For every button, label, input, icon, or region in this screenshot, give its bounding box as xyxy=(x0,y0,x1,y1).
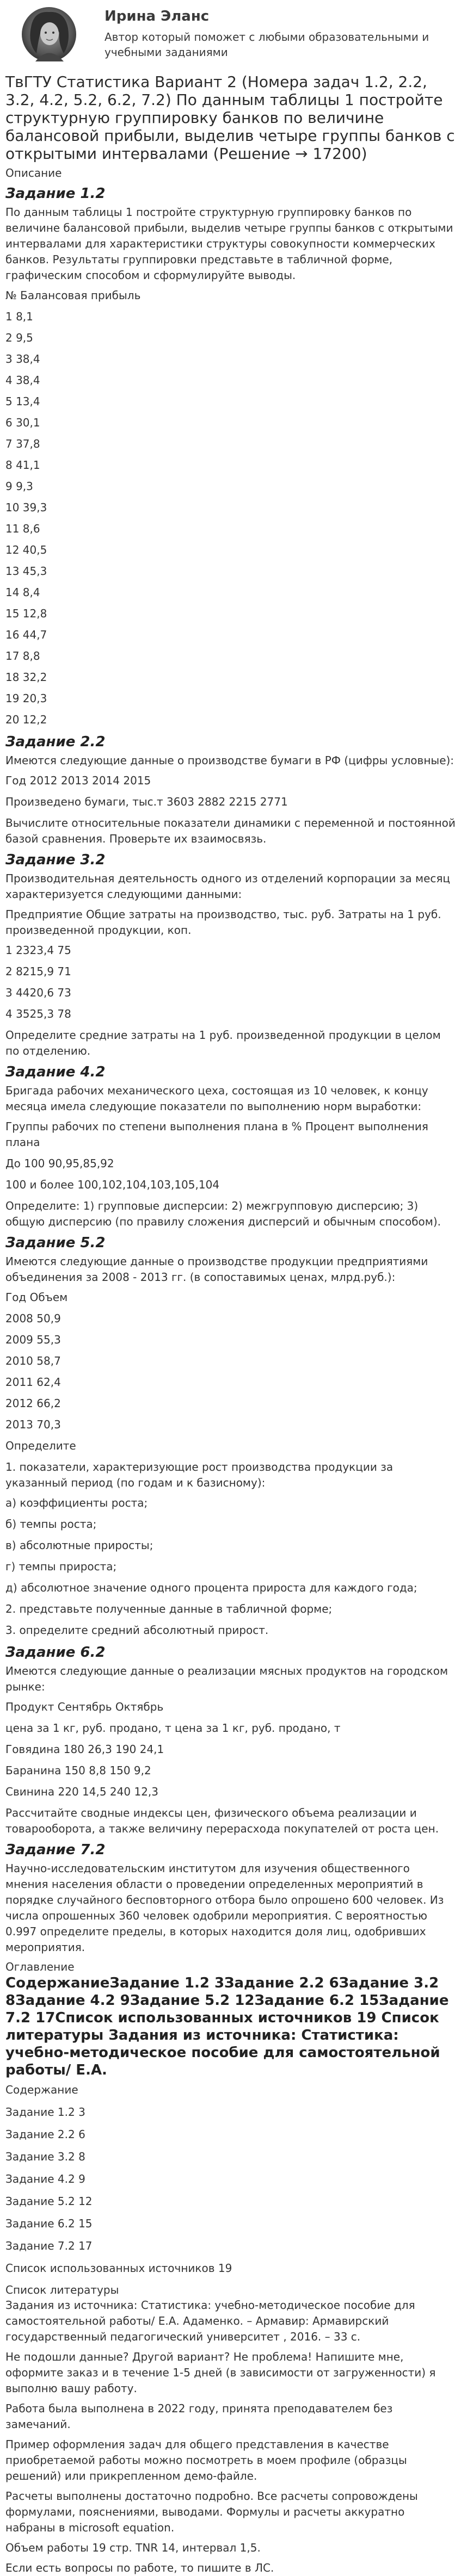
task-5-2-table-header: Год Объем xyxy=(5,1291,68,1304)
list-item: а) коэффициенты роста; xyxy=(5,1496,148,1509)
author-description: Автор который поможет с любыми образовательными и учебными заданиями xyxy=(105,30,429,59)
list-item: 1. показатели, характеризующие рост производства продукции за указанный период (по годам и к базисному): xyxy=(5,1460,394,1489)
contents-row: Задание 5.2 12 xyxy=(5,2195,93,2208)
contents-block: СодержаниеЗадание 1.2 3Задание 2.2 6Задание 3.2 8Задание 4.2 9Задание 5.2 12Задание 6.2 15Задание 7.2 17Список использованных источников 19 Список литературы Задания из источника: Статистика: учебно-методическое пособие для самостоятельной работы/ Е.А. xyxy=(5,1975,449,2078)
table-row: Говядина 180 26,3 190 24,1 xyxy=(5,1743,164,1756)
table-row: 100 и более 100,102,104,103,105,104 xyxy=(5,1178,220,1191)
table-row: 19 20,3 xyxy=(5,692,47,705)
table-row: 2008 50,9 xyxy=(5,1312,61,1325)
task-5-2-intro: Имеются следующие данные о производстве продукции предприятиями объединения за 2008 - 2013 гг. (в сопоставимых ценах, млрд.руб.): xyxy=(5,1255,428,1284)
task-2-2-question: Вычислите относительные показатели динамики с переменной и постоянной базой сравнения. Проверьте их взаимосвязь. xyxy=(5,816,456,845)
task-6-2-intro: Имеются следующие данные о реализации мясных продуктов на городском рынке: xyxy=(5,1664,448,1693)
table-row: 17 8,8 xyxy=(5,649,40,662)
table-row: 7 37,8 xyxy=(5,437,40,450)
table-row: До 100 90,95,85,92 xyxy=(5,1157,114,1170)
task-2-2-heading: Задание 2.2 xyxy=(5,734,106,750)
description-label: Описание xyxy=(5,166,62,179)
author-avatar[interactable] xyxy=(5,5,93,63)
table-row: 4 3525,3 78 xyxy=(5,1007,71,1020)
list-item: б) темпы роста; xyxy=(5,1518,97,1531)
contents-row: Задание 7.2 17 xyxy=(5,2239,93,2252)
avatar-image-icon xyxy=(20,5,78,63)
note-paragraph: Объем работы 19 стр. TNR 14, интервал 1,5. xyxy=(5,2541,261,2554)
note-paragraph: Расчеты выполнены достаточно подробно. Все расчеты сопровождены формулами, пояснениями, выводами. Формулы и расчеты аккуратно набраны в microsoft equation. xyxy=(5,2490,418,2534)
table-row: 15 12,8 xyxy=(5,607,47,620)
table-row: 2010 58,7 xyxy=(5,1354,61,1367)
list-item: в) абсолютные приросты; xyxy=(5,1539,153,1552)
task-7-2-heading: Задание 7.2 xyxy=(5,1842,106,1858)
contents-row: Задание 4.2 9 xyxy=(5,2172,85,2185)
note-paragraph: Пример оформления задач для общего представления в качестве приобретаемой работы можно посмотреть в моем профиле (образцы решений) или прикрепленном демо-файле. xyxy=(5,2438,407,2482)
table-row: 2009 55,3 xyxy=(5,1333,61,1346)
task-4-2-intro: Бригада рабочих механического цеха, состоящая из 10 человек, к концу месяца имела следующие показатели по выполнению норм выработки: xyxy=(5,1084,428,1113)
table-row: 8 41,1 xyxy=(5,459,40,472)
toc-label: Оглавление xyxy=(5,1960,75,1973)
table-row: 13 45,3 xyxy=(5,565,47,578)
task-6-2-question: Рассчитайте сводные индексы цен, физического объема реализации и товарооборота, а также величину перерасхода покупателей от роста цен. xyxy=(5,1806,439,1835)
task-4-2-question: Определите: 1) групповые дисперсии: 2) межгрупповую дисперсию; 3) общую дисперсию (по правилу сложения дисперсий и обычным способом). xyxy=(5,1199,441,1228)
table-row: 5 13,4 xyxy=(5,395,40,408)
table-row: 9 9,3 xyxy=(5,480,33,493)
table-row: 18 32,2 xyxy=(5,671,47,684)
table-row: 1 2323,4 75 xyxy=(5,944,71,957)
task-2-2-production: Произведено бумаги, тыс.т 3603 2882 2215 2771 xyxy=(5,795,288,808)
table-row: 6 30,1 xyxy=(5,416,40,429)
table-row: 4 38,4 xyxy=(5,374,40,387)
list-item: г) темпы прироста; xyxy=(5,1560,117,1573)
task-2-2-intro: Имеются следующие данные о производстве бумаги в РФ (цифры условные): xyxy=(5,754,454,767)
task-6-2-header-2: цена за 1 кг, руб. продано, т цена за 1 кг, руб. продано, т xyxy=(5,1722,341,1735)
table-row: 2011 62,4 xyxy=(5,1376,61,1389)
refs-text: Задания из источника: Статистика: учебно-методическое пособие для самостоятельной работы/ Е.А. Адаменко. – Армавир: Армавирский государственный педагогический университет , 2016. – 33 с. xyxy=(5,2299,415,2343)
task-1-2-rows xyxy=(5,309,456,728)
contents-label: Содержание xyxy=(5,2083,78,2096)
table-row: 14 8,4 xyxy=(5,586,40,599)
table-row: 12 40,5 xyxy=(5,543,47,556)
author-name[interactable]: Ирина Эланс xyxy=(105,8,210,24)
task-5-2-determine: Определите xyxy=(5,1439,76,1452)
table-row: 2013 70,3 xyxy=(5,1418,61,1431)
contents-row: Список использованных источников 19 xyxy=(5,2262,232,2275)
task-6-2-header-1: Продукт Сентябрь Октябрь xyxy=(5,1700,164,1713)
table-row: 2 9,5 xyxy=(5,331,33,344)
table-row: 10 39,3 xyxy=(5,501,47,514)
table-row: Свинина 220 14,5 240 12,3 xyxy=(5,1785,158,1798)
list-item: 3. определите средний абсолютный прирост. xyxy=(5,1624,269,1637)
task-3-2-heading: Задание 3.2 xyxy=(5,852,106,868)
note-paragraph: Работа была выполнена в 2022 году, принята преподавателем без замечаний. xyxy=(5,2402,393,2431)
task-5-2-heading: Задание 5.2 xyxy=(5,1235,106,1251)
table-row: 16 44,7 xyxy=(5,628,47,641)
note-paragraph: Не подошли данные? Другой вариант? Не проблема! Напишите мне, оформите заказ и в течение 1-5 дней (в зависимости от загруженности) я выполню вашу работу. xyxy=(5,2350,436,2395)
task-3-2-intro: Производительная деятельность одного из отделений корпорации за месяц характеризуется следующими данными: xyxy=(5,872,451,901)
contents-row: Задание 1.2 3 xyxy=(5,2106,85,2119)
list-item: 2. представьте полученные данные в табличной форме; xyxy=(5,1602,333,1615)
note-paragraph: Если есть вопросы по работе, то пишите в ЛС. xyxy=(5,2561,274,2574)
table-row: 2012 66,2 xyxy=(5,1397,61,1410)
table-row: Баранина 150 8,8 150 9,2 xyxy=(5,1764,151,1777)
task-1-2-heading: Задание 1.2 xyxy=(5,185,106,202)
task-1-2-text: По данным таблицы 1 постройте структурную группировку банков по величине балансовой прибыли, выделив четыре группы банков с открытыми интервалами для характеристики структуры совокупности коммерческих банков. Результаты группировки представьте в табличной форме, графическим способом и сформулируйте выводы. xyxy=(5,206,453,282)
table-row: 3 38,4 xyxy=(5,352,40,366)
table-row: 11 8,6 xyxy=(5,522,40,535)
task-1-2-table-header: № Балансовая прибыль xyxy=(5,289,141,302)
task-2-2-years: Год 2012 2013 2014 2015 xyxy=(5,774,151,787)
task-6-2-heading: Задание 6.2 xyxy=(5,1644,106,1661)
task-3-2-question: Определите средние затраты на 1 руб. произведенной продукции в целом по отделению. xyxy=(5,1029,441,1057)
table-row: 1 8,1 xyxy=(5,310,33,323)
table-row: 2 8215,9 71 xyxy=(5,965,71,978)
task-4-2-heading: Задание 4.2 xyxy=(5,1064,106,1080)
task-3-2-table-header: Предприятие Общие затраты на производство, тыс. руб. Затраты на 1 руб. произведенной продукции, коп. xyxy=(5,908,441,937)
refs-label: Список литературы xyxy=(5,2283,119,2296)
contents-row: Задание 6.2 15 xyxy=(5,2217,93,2230)
task-4-2-table-header: Группы рабочих по степени выполнения плана в % Процент выполнения плана xyxy=(5,1120,428,1149)
task-7-2-text: Научно-исследовательским институтом для изучения общественного мнения населения области о проведении определенных мероприятий в порядке случайного бесповторного отбора было опрошено 600 человек. Из числа опрошенных 360 человек одобрили мероприятия. С вероятностью 0.997 определите пределы, в которых находится доля лиц, одобривших мероприятия. xyxy=(5,1862,444,1954)
table-row: 20 12,2 xyxy=(5,713,47,726)
contents-row: Задание 3.2 8 xyxy=(5,2150,85,2163)
list-item: д) абсолютное значение одного процента прироста для каждого года; xyxy=(5,1581,417,1594)
contents-row: Задание 2.2 6 xyxy=(5,2128,85,2141)
author-card xyxy=(5,5,456,66)
page-title: ТвГТУ Статистика Вариант 2 (Номера задач 1.2, 2.2, 3.2, 4.2, 5.2, 6.2, 7.2) По данным таблицы 1 постройте структурную группировку банков по величине балансовой прибыли, выделив четыре группы банков с открытыми интервалами (Решение → 17200) xyxy=(5,73,455,163)
table-row: 3 4420,6 73 xyxy=(5,986,71,999)
